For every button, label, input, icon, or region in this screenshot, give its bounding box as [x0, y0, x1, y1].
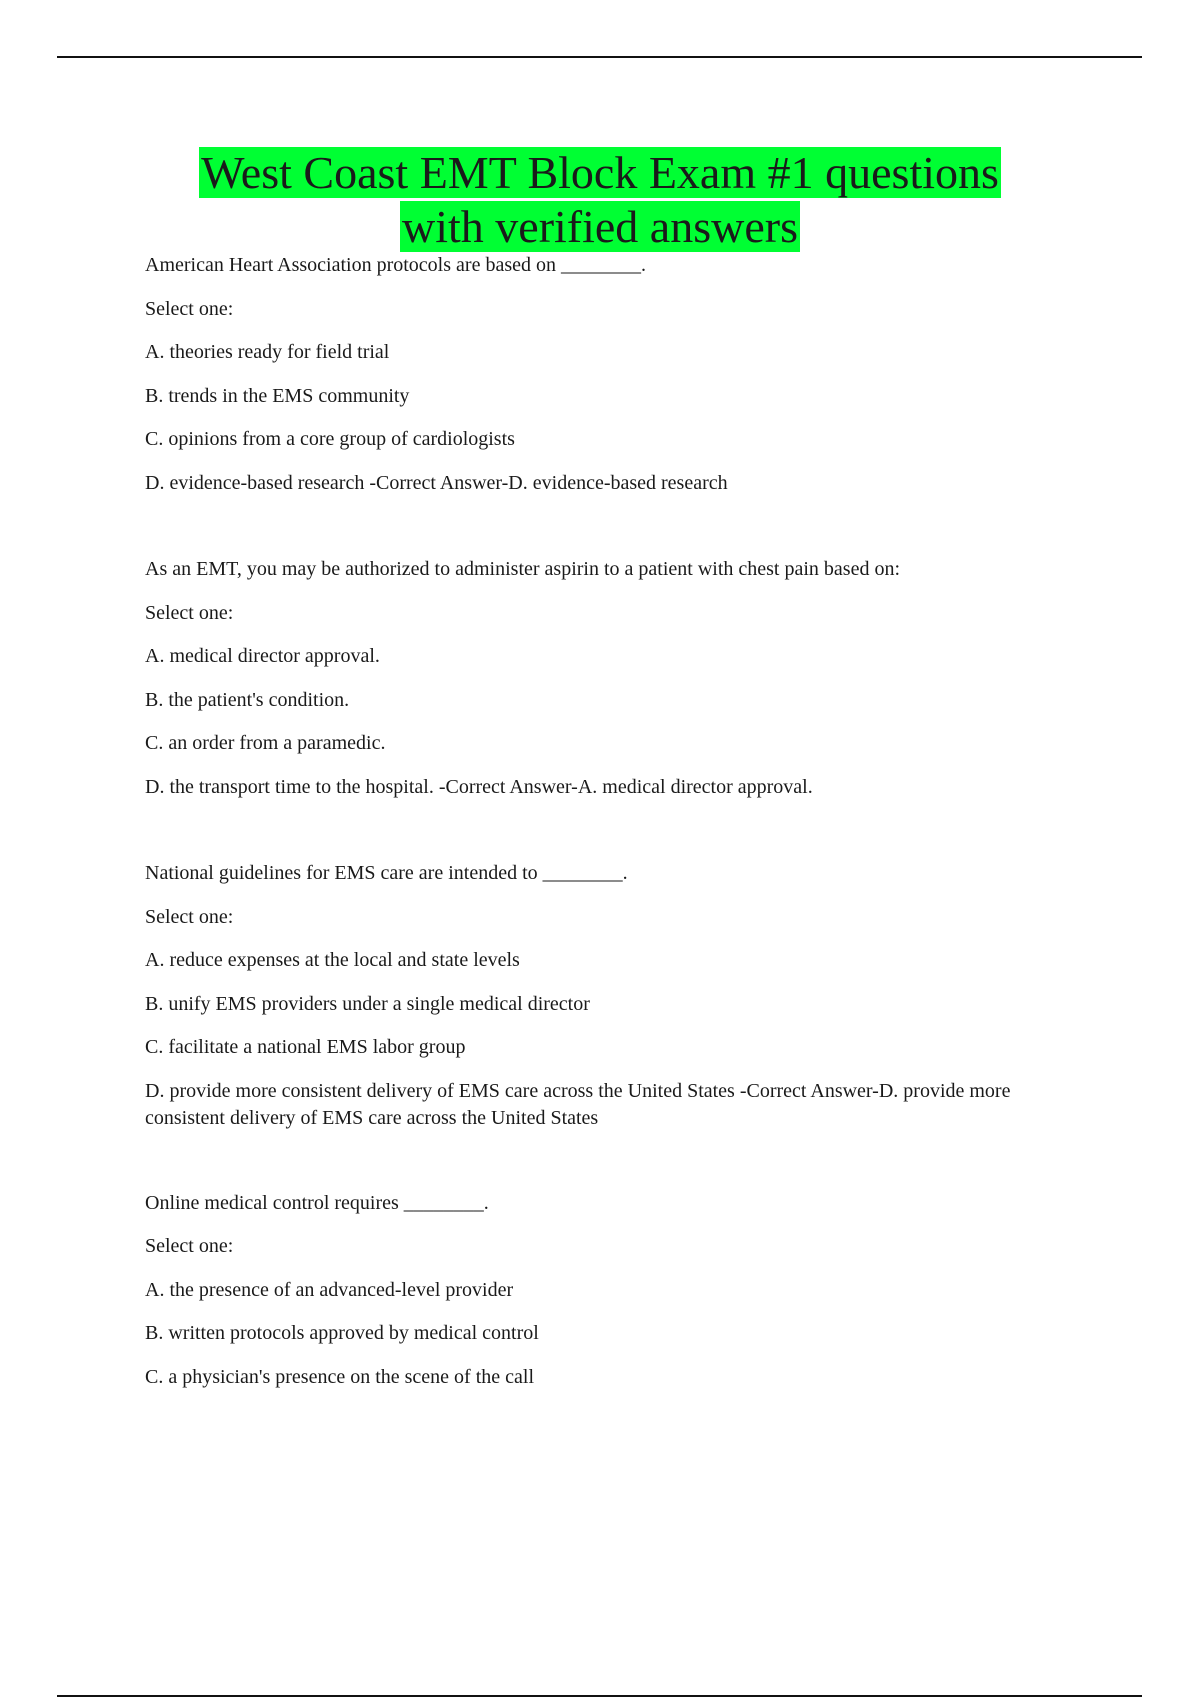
option-b: B. written protocols approved by medical control — [145, 1322, 539, 1344]
question-stem: Online medical control requires ________. — [145, 1191, 489, 1214]
question-stem: American Heart Association protocols are based on ________. — [145, 254, 646, 276]
option-b: B. trends in the EMS community — [145, 384, 410, 407]
bottom-rule — [57, 1695, 1142, 1697]
question-stem: As an EMT, you may be authorized to administer aspirin to a patient with chest pain based on: — [145, 558, 900, 580]
top-rule — [57, 56, 1142, 58]
title-line-1: West Coast EMT Block Exam #1 questions — [201, 147, 999, 198]
option-c: C. facilitate a national EMS labor group — [145, 1036, 466, 1058]
option-b: B. unify EMS providers under a single medical director — [145, 992, 590, 1015]
select-prompt: Select one: — [145, 601, 234, 624]
select-prompt: Select one: — [145, 905, 234, 928]
title-line-2: with verified answers — [402, 201, 798, 252]
option-c: C. a physician's presence on the scene of the call — [145, 1365, 535, 1388]
select-prompt: Select one: — [145, 1235, 234, 1257]
option-a: A. medical director approval. — [145, 645, 380, 667]
document-title — [60, 146, 1140, 254]
option-c: C. opinions from a core group of cardiologists — [145, 428, 515, 450]
question-stem: National guidelines for EMS care are intended to ________. — [145, 862, 628, 884]
question-list — [145, 252, 1065, 1407]
question-4 — [145, 1190, 1065, 1390]
question-3 — [145, 860, 1065, 1132]
option-d-answer: D. evidence-based research -Correct Answer-D. evidence-based research — [145, 471, 728, 494]
option-d-answer: D. provide more consistent delivery of EMS care across the United States -Correct Answer-D. provide more consistent delivery of EMS care across the United States — [145, 1079, 1011, 1129]
option-b: B. the patient's condition. — [145, 688, 350, 711]
option-a: A. theories ready for field trial — [145, 341, 390, 363]
option-a: A. reduce expenses at the local and state levels — [145, 949, 520, 971]
option-a: A. the presence of an advanced-level provider — [145, 1278, 514, 1301]
question-1 — [145, 252, 1065, 496]
option-d-answer: D. the transport time to the hospital. -Correct Answer-A. medical director approval. — [145, 775, 813, 798]
question-2 — [145, 556, 1065, 800]
select-prompt: Select one: — [145, 297, 234, 320]
option-c: C. an order from a paramedic. — [145, 732, 386, 754]
